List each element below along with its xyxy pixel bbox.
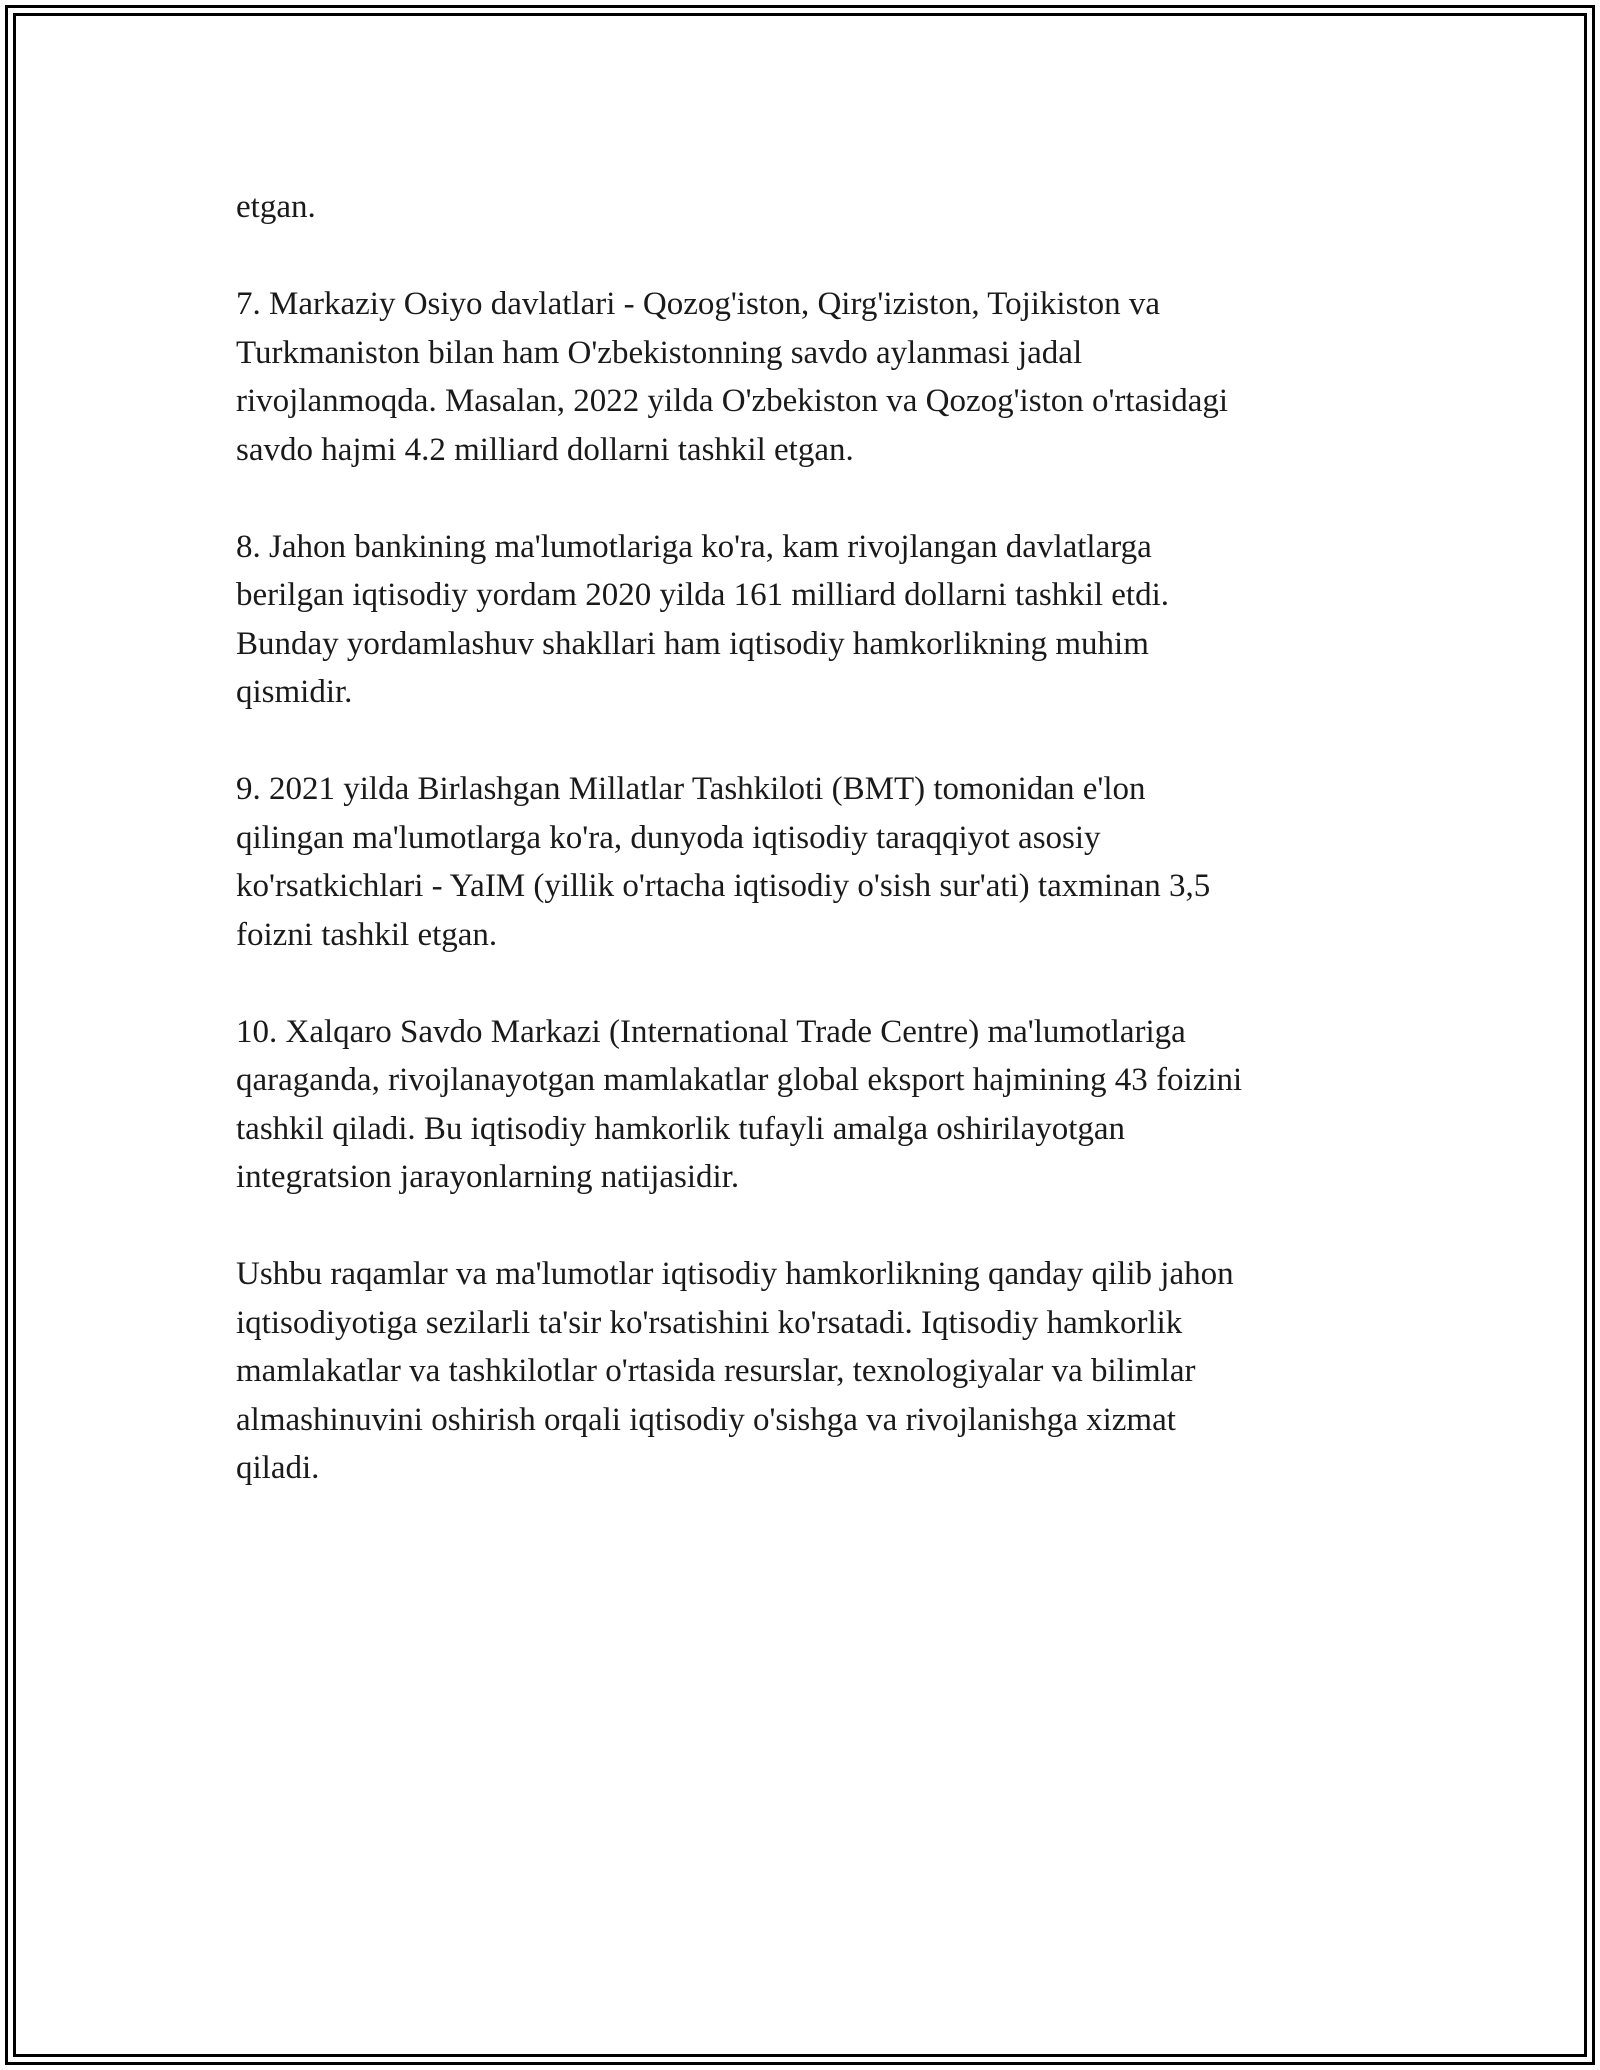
paragraph-item-8: 8. Jahon bankining ma'lumotlariga ko'ra, kam rivojlangan davlatlarga berilgan iqtisodiy yordam 2020 yilda 161 milliard dollarni tashkil etdi. Bunday yordamlashuv shakllari ham iqtisodiy hamkorlikning muhim qismidir. bbox=[236, 528, 1170, 710]
paragraph-item-9: 9. 2021 yilda Birlashgan Millatlar Tashkiloti (BMT) tomonidan e'lon qilingan ma'lumotlarga ko'ra, dunyoda iqtisodiy taraqqiyot asosiy ko'rsatkichlari - YaIM (yillik o'rtacha iqtisodiy o'sish sur'ati) taxminan 3,5 foizni tashkil etgan. bbox=[236, 771, 1211, 953]
paragraph-conclusion: Ushbu raqamlar va ma'lumotlar iqtisodiy hamkorlikning qanday qilib jahon iqtisodiyotiga sezilarli ta'sir ko'rsatishini ko'rsatadi. Iqtisodiy hamkorlik mamlakatlar va tashkilotlar o'rtasida resurslar, texnologiyalar va bilimlar almashinuvini oshirish orqali iqtisodiy o'sishga va rivojlanishga xizmat qiladi. bbox=[236, 1256, 1234, 1486]
paragraph-item-10: 10. Xalqaro Savdo Markazi (International Trade Centre) ma'lumotlariga qaraganda, rivojlanayotgan mamlakatlar global eksport hajmining 43 foizini tashkil qiladi. Bu iqtisodiy hamkorlik tufayli amalga oshirilayotgan integratsion jarayonlarning natijasidir. bbox=[236, 1013, 1243, 1195]
paragraph-item-7: 7. Markaziy Osiyo davlatlari - Qozog'iston, Qirg'iziston, Tojikiston va Turkmaniston bilan ham O'zbekistonning savdo aylanmasi jadal rivojlanmoqda. Masalan, 2022 yilda O'zbekiston va Qozog'iston o'rtasidagi savdo hajmi 4.2 milliard dollarni tashkil etgan. bbox=[236, 286, 1229, 468]
document-body bbox=[236, 183, 1366, 1541]
paragraph-continuation: etgan. bbox=[236, 189, 316, 225]
